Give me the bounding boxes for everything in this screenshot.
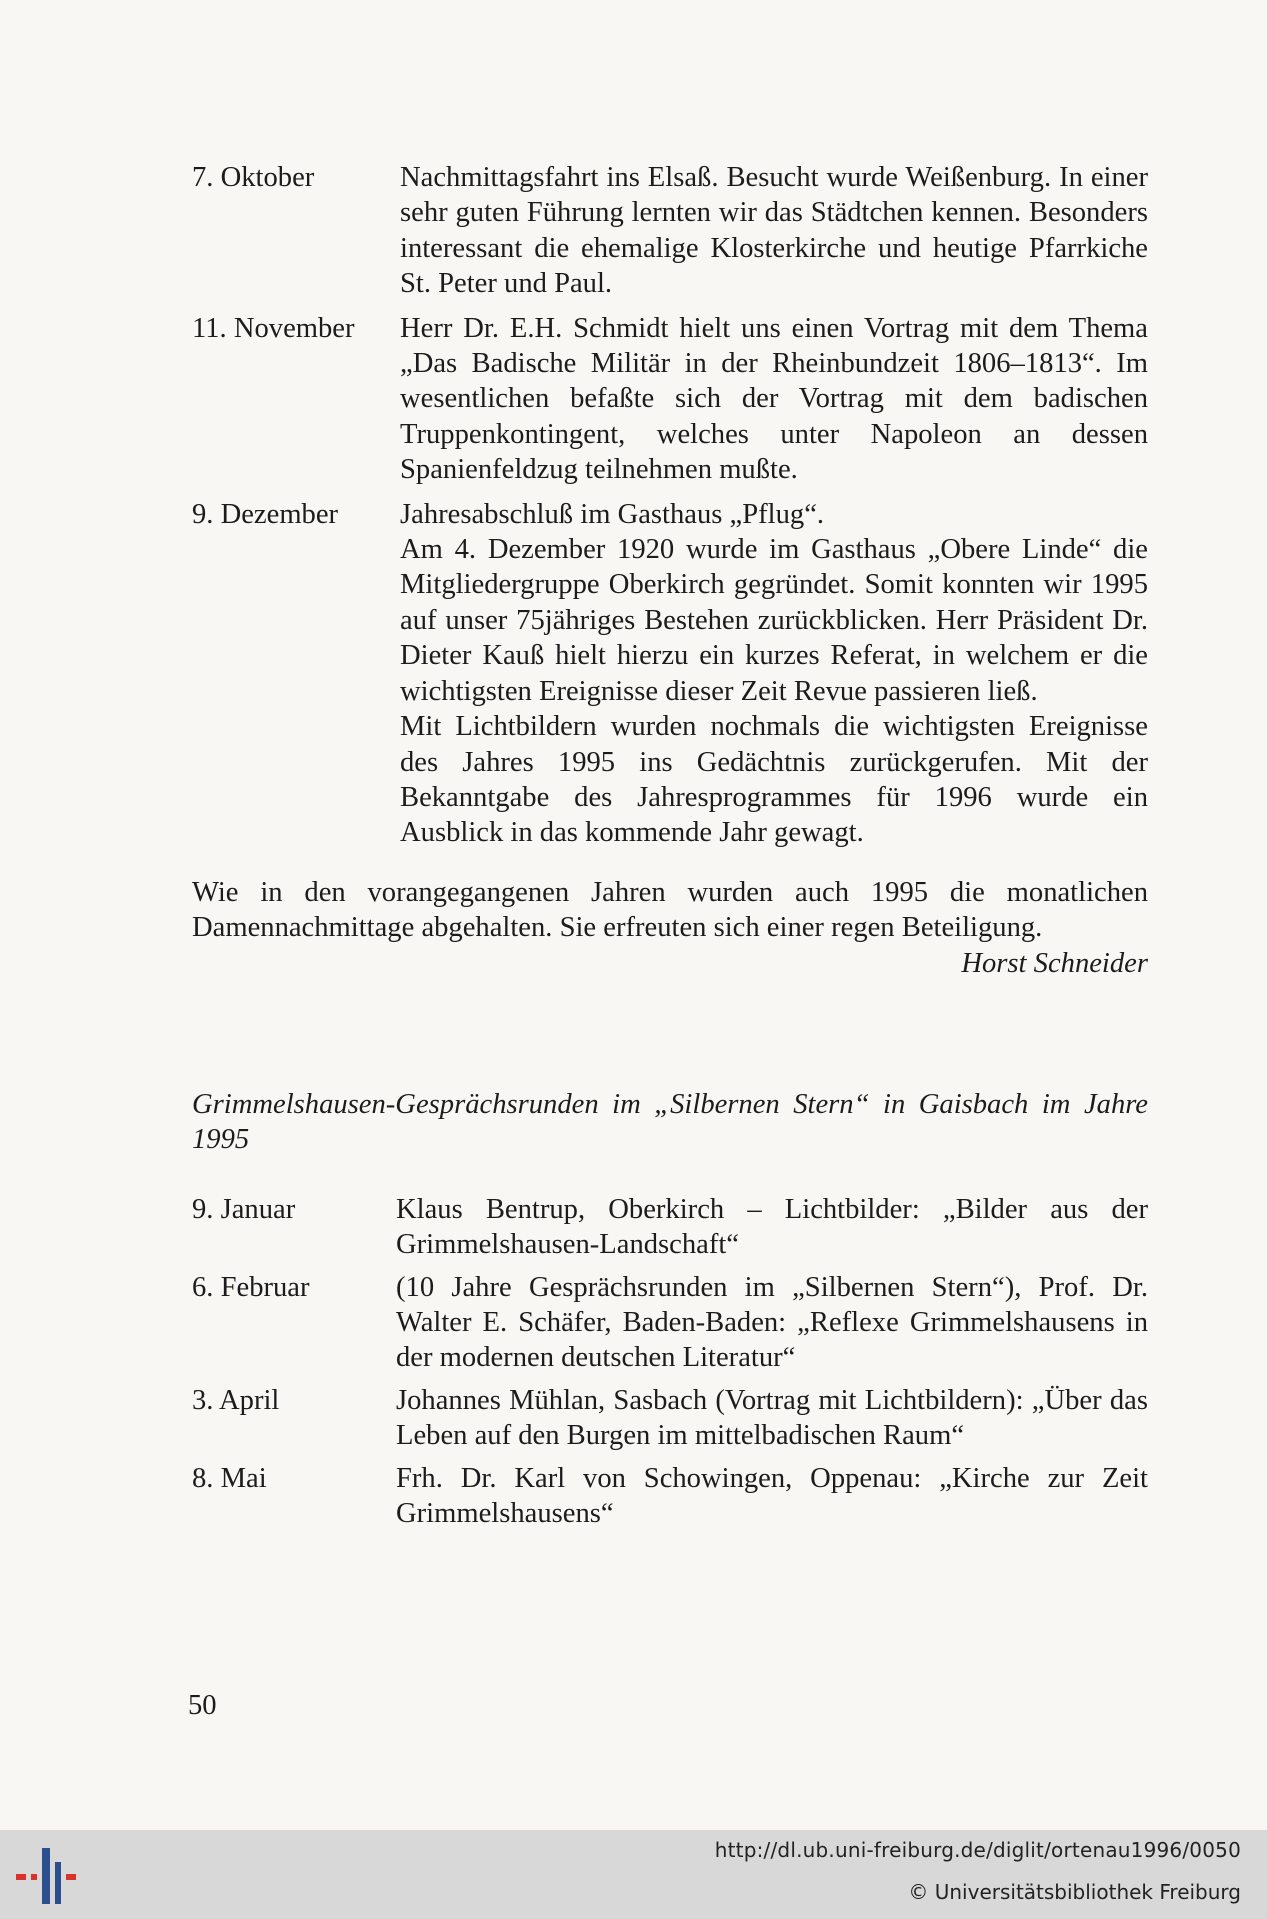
event-date: 3. April <box>192 1384 280 1416</box>
event-date: 8. Mai <box>192 1462 267 1494</box>
page-number: 50 <box>188 1690 217 1721</box>
event-description: Frh. Dr. Karl von Schowingen, Oppenau: „Kirche zur Zeit Grimmelshausens“ <box>396 1462 1148 1529</box>
event-entry <box>192 497 1148 851</box>
event-paragraph: Nachmittagsfahrt ins Elsaß. Besucht wurde Weißenburg. In einer sehr guten Führung lernten wir das Städtchen kennen. Besonders interessant die ehemalige Klosterkirche und heutige Pfarrkiche St. Peter und Paul. <box>400 162 1148 300</box>
event-date: 9. Dezember <box>192 498 339 530</box>
event-paragraph: Am 4. Dezember 1920 wurde im Gasthaus „Obere Linde“ die Mitgliedergruppe Oberkirch gegründet. Somit konnten wir 1995 auf unser 75jähriges Bestehen zurückblicken. Herr Präsident Dr. Dieter Kauß hielt hierzu ein kurzes Referat, in welchem er die wichtigsten Ereignisse dieser Zeit Revue passieren ließ. <box>400 534 1148 707</box>
event-paragraph: Jahresabschluß im Gasthaus „Pflug“. <box>400 498 825 530</box>
source-url-link[interactable]: http://dl.ub.uni-freiburg.de/diglit/ortenau1996/0050 <box>714 1838 1241 1862</box>
event-entry <box>192 1192 1148 1263</box>
event-description: (10 Jahre Gesprächsrunden im „Silbernen Stern“), Prof. Dr. Walter E. Schäfer, Baden-Baden: „Reflexe Grimmelshausens in der modernen deutschen Literatur“ <box>396 1271 1148 1374</box>
author-signature: Horst Schneider <box>961 947 1148 979</box>
footer-bar <box>0 1830 1267 1919</box>
event-date: 11. November <box>192 312 355 344</box>
event-list-bottom <box>192 1192 1148 1532</box>
page-content <box>192 160 1148 1538</box>
event-description: Klaus Bentrup, Oberkirch – Lichtbilder: „Bilder aus der Grimmelshausen-Landschaft“ <box>396 1193 1148 1261</box>
event-paragraph: Mit Lichtbildern wurden nochmals die wichtigsten Ereignisse des Jahres 1995 ins Gedächtnis zurückgerufen. Mit der Bekanntgabe des Jahresprogrammes für 1996 wurde ein Ausblick in das kommende Jahr gewagt. <box>400 711 1148 849</box>
event-date: 9. Januar <box>192 1193 296 1225</box>
event-paragraph: Herr Dr. E.H. Schmidt hielt uns einen Vortrag mit dem Thema „Das Badische Militär in der Rheinbundzeit 1806–1813“. Im wesentlichen befaßte sich der Vortrag mit dem badischen Truppenkontingent, welches unter Napoleon an dessen Spanienfeldzug teilnehmen mußte. <box>400 312 1148 486</box>
event-date: 6. Februar <box>192 1271 310 1303</box>
event-description: Johannes Mühlan, Sasbach (Vortrag mit Lichtbildern): „Über das Leben auf den Burgen im mittelbadischen Raum“ <box>396 1384 1148 1452</box>
event-entry <box>192 1461 1148 1532</box>
event-list-top <box>192 160 1148 851</box>
summary-paragraph: Wie in den vorangegangenen Jahren wurden auch 1995 die monatlichen Damennachmittage abgehalten. Sie erfreuten sich einer regen Beteiligung. <box>192 876 1148 944</box>
event-entry <box>192 1270 1148 1376</box>
copyright-notice: © Universitätsbibliothek Freiburg <box>908 1880 1241 1904</box>
event-entry <box>192 160 1148 302</box>
event-date: 7. Oktober <box>192 162 315 193</box>
event-description <box>400 160 1148 302</box>
ub-freiburg-logo-icon <box>14 1844 78 1908</box>
event-entry <box>192 311 1148 488</box>
event-description <box>400 497 1148 851</box>
section-heading: Grimmelshausen-Gesprächsrunden im „Silbernen Stern“ in Gaisbach im Jahre 1995 <box>192 1088 1148 1156</box>
event-entry <box>192 1383 1148 1454</box>
event-description <box>400 311 1148 488</box>
